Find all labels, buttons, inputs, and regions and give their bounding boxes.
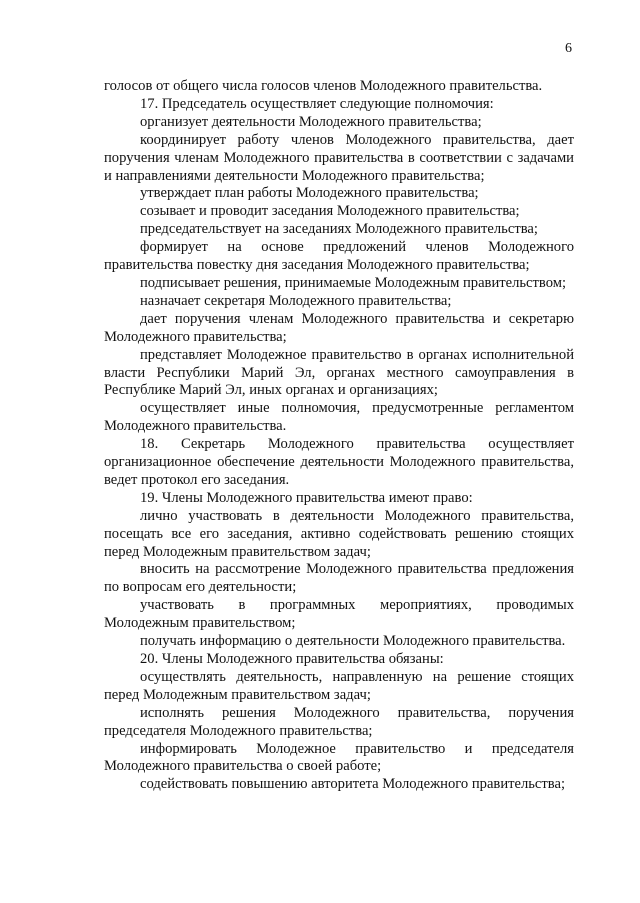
paragraph: информировать Молодежное правительство и председателя Молодежного правительства о своей работе; bbox=[104, 740, 574, 775]
paragraph: 18. Секретарь Молодежного правительства осуществляет организационное обеспечение деятельности Молодежного правительства, ведет протокол его заседания. bbox=[104, 436, 574, 488]
paragraph: вносить на рассмотрение Молодежного правительства предложения по вопросам его деятельности; bbox=[104, 561, 574, 596]
paragraph: 20. Члены Молодежного правительства обязаны: bbox=[140, 651, 444, 667]
paragraph: осуществлять деятельность, направленную на решение стоящих перед Молодежным правительством задач; bbox=[104, 668, 574, 703]
paragraph: координирует работу членов Молодежного правительства, дает поручения членам Молодежного правительства в соответствии с задачами и направлениями деятельности Молодежного правительства; bbox=[104, 131, 574, 184]
page-number: 6 bbox=[565, 41, 572, 56]
paragraph: содействовать повышению авторитета Молодежного правительства; bbox=[140, 776, 566, 793]
paragraph: назначает секретаря Молодежного правительства; bbox=[140, 292, 452, 309]
paragraph: утверждает план работы Молодежного правительства; bbox=[140, 185, 479, 202]
paragraph: участвовать в программных мероприятиях, проводимых Молодежным правительством; bbox=[104, 597, 574, 632]
paragraph: подписывает решения, принимаемые Молодежным правительством; bbox=[140, 274, 566, 291]
paragraph: 19. Члены Молодежного правительства имеют право: bbox=[140, 489, 473, 506]
paragraph: получать информацию о деятельности Молодежного правительства. bbox=[140, 633, 566, 650]
paragraph: лично участвовать в деятельности Молодежного правительства, посещать все его заседания, активно содействовать решению стоящих перед Молодежным правительством задач; bbox=[104, 507, 574, 560]
paragraph: председательствует на заседаниях Молодежного правительства; bbox=[140, 221, 538, 238]
paragraph: исполнять решения Молодежного правительства, поручения председателя Молодежного правительства; bbox=[104, 704, 574, 739]
paragraph: осуществляет иные полномочия, предусмотренные регламентом Молодежного правительства. bbox=[104, 400, 574, 435]
paragraph: представляет Молодежное правительство в органах исполнительной власти Республики Марий Эл, органах местного самоуправления в Республике Марий Эл, иных органах и организациях; bbox=[104, 346, 574, 399]
document-body bbox=[104, 78, 574, 794]
paragraph: созывает и проводит заседания Молодежного правительства; bbox=[140, 203, 520, 220]
paragraph: голосов от общего числа голосов членов Молодежного правительства. bbox=[104, 78, 543, 94]
paragraph: формирует на основе предложений членов Молодежного правительства повестку дня заседания Молодежного правительства; bbox=[104, 239, 574, 274]
paragraph: организует деятельности Молодежного правительства; bbox=[140, 113, 482, 130]
paragraph: 17. Председатель осуществляет следующие полномочия: bbox=[140, 95, 494, 112]
paragraph: дает поручения членам Молодежного правительства и секретарю Молодежного правительства; bbox=[104, 310, 574, 345]
